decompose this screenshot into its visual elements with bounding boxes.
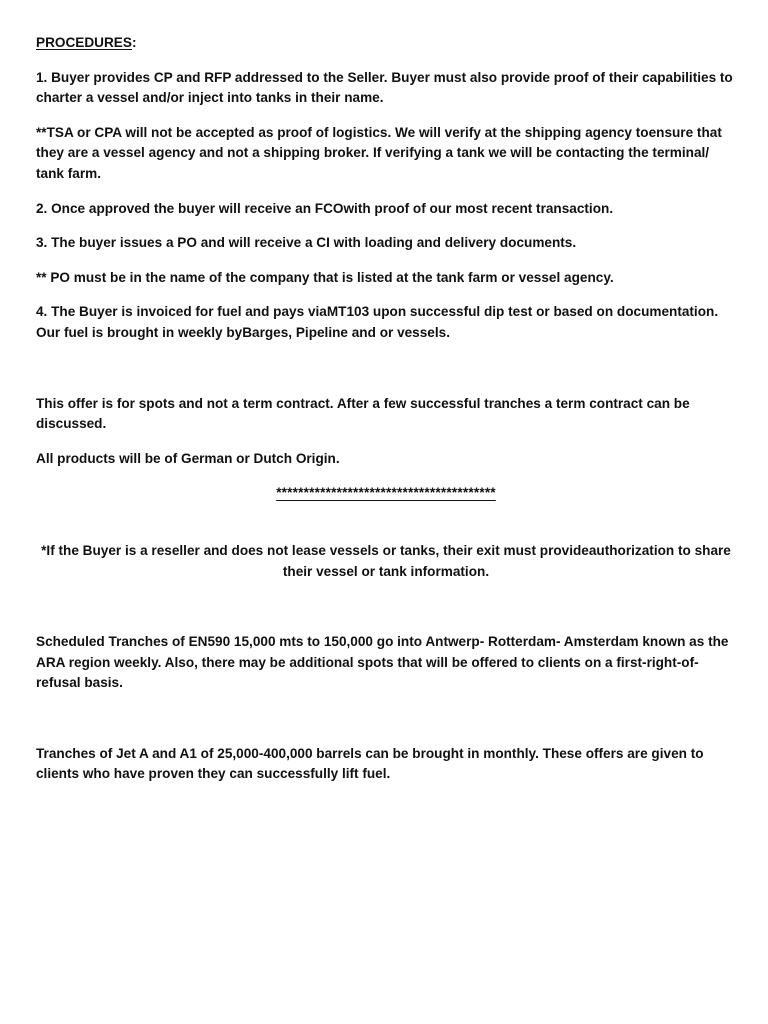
procedure-step-2: 2. Once approved the buyer will receive an FCOwith proof of our most recent transaction.: [36, 200, 614, 216]
origin-paragraph: All products will be of German or Dutch Origin.: [36, 450, 340, 466]
document-page: [36, 33, 736, 785]
procedures-heading-colon: :: [131, 35, 137, 50]
reseller-note: *If the Buyer is a reseller and does not lease vessels or tanks, their exit must provideauthorization to share their vessel or tank information.: [41, 542, 731, 579]
procedures-heading-text: PROCEDURES: [36, 35, 132, 50]
en590-tranches-paragraph: Scheduled Tranches of EN590 15,000 mts to 150,000 go into Antwerp- Rotterdam- Amsterdam known as the ARA region weekly. Also, there may be additional spots that will be offered to clients on a first-right-of-refusal basis.: [36, 634, 729, 691]
procedure-step-4: 4. The Buyer is invoiced for fuel and pays viaMT103 upon successful dip test or based on documentation. Our fuel is brought in weekly byBarges, Pipeline and or vessels.: [36, 304, 719, 340]
procedure-step-3: 3. The buyer issues a PO and will receive a CI with loading and delivery documents.: [36, 235, 577, 251]
procedure-step-1: 1. Buyer provides CP and RFP addressed to the Seller. Buyer must also provide proof of their capabilities to charter a vessel and/or inject into tanks in their name.: [36, 69, 733, 106]
logistics-proof-note: **TSA or CPA will not be accepted as proof of logistics. We will verify at the shipping agency toensure that they are a vessel agency and not a shipping broker. If verifying a tank we will be contacting the terminal/ tank farm.: [36, 124, 722, 181]
spot-offer-paragraph: This offer is for spots and not a term contract. After a few successful tranches a term contract can be discussed.: [36, 395, 690, 432]
procedures-heading: [36, 33, 736, 54]
po-name-note: ** PO must be in the name of the company that is listed at the tank farm or vessel agency.: [36, 269, 614, 285]
separator-stars: ****************************************: [276, 485, 496, 501]
jet-fuel-tranches-paragraph: Tranches of Jet A and A1 of 25,000-400,000 barrels can be brought in monthly. These offers are given to clients who have proven they can successfully lift fuel.: [36, 745, 704, 782]
separator-line: [36, 483, 736, 504]
